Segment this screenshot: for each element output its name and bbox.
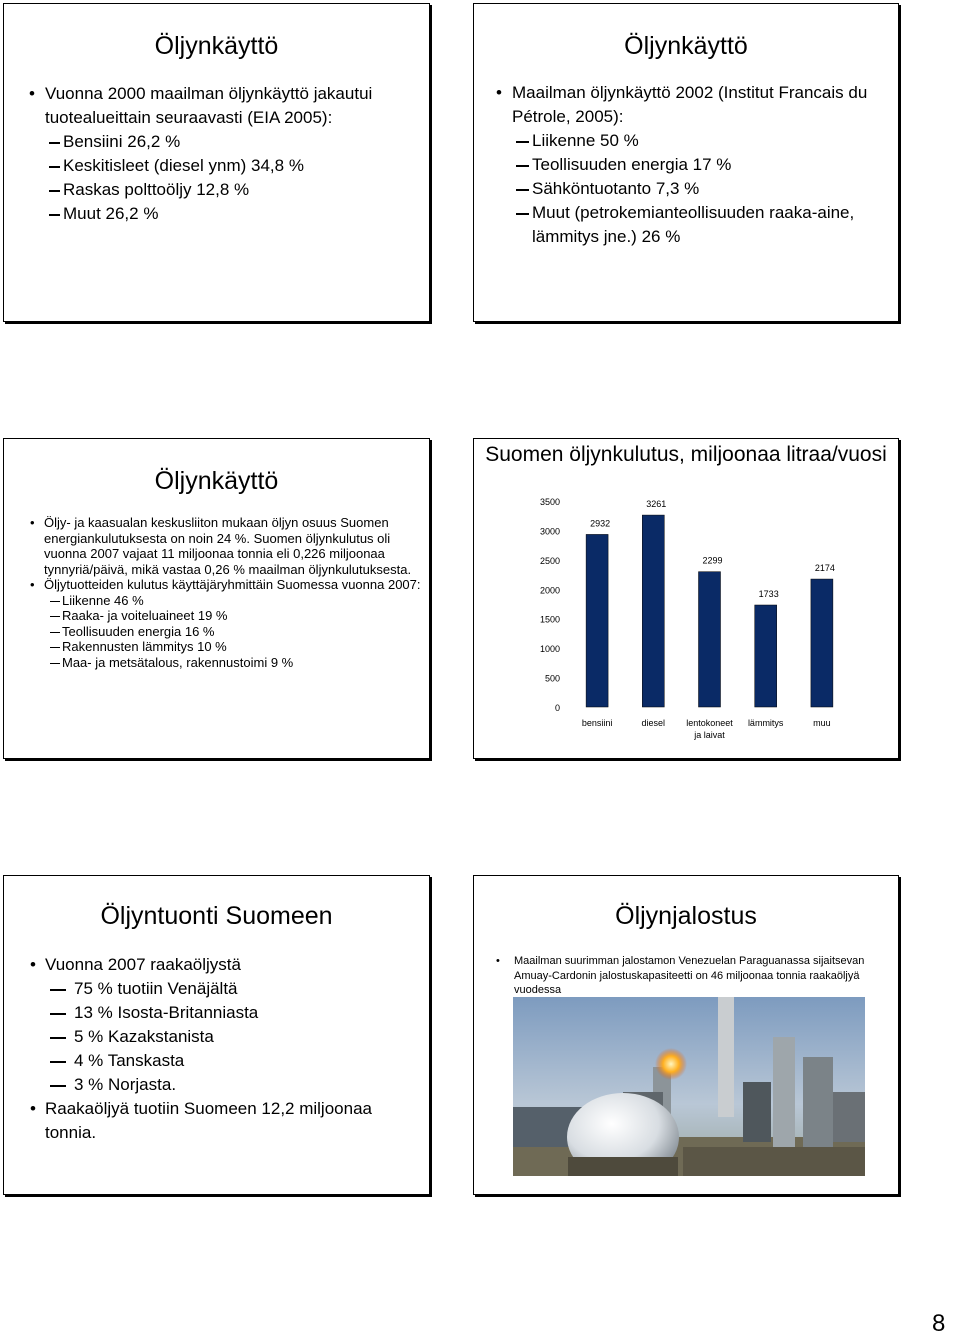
bullet-item: • Maailman öljynkäyttö 2002 (Institut Francais du Pétrole, 2005): xyxy=(492,81,887,129)
data-label: 2174 xyxy=(814,563,835,574)
x-tick-label: muu xyxy=(813,718,831,728)
sub-bullet-item: Teollisuuden energia 17 % xyxy=(492,153,887,177)
data-label: 2932 xyxy=(590,518,611,529)
bar-chart xyxy=(474,439,900,760)
sub-bullet-item: Raaka- ja voiteluaineet 19 % xyxy=(26,608,426,624)
data-label: 1733 xyxy=(758,589,779,600)
bar xyxy=(642,515,664,707)
bar xyxy=(811,579,833,707)
sub-bullet-item: Rakennusten lämmitys 10 % xyxy=(26,639,426,655)
x-tick-label: diesel xyxy=(641,718,666,728)
y-tick-label: 3500 xyxy=(539,497,560,507)
y-tick-label: 2500 xyxy=(539,555,560,566)
x-tick-label: ja laivat xyxy=(694,730,725,740)
slide-title: Öljynjalostus xyxy=(615,902,757,930)
sub-bullet-item: Keskitisleet (diesel ynm) 34,8 % xyxy=(25,154,420,178)
y-tick-label: 1000 xyxy=(539,644,560,655)
sub-bullet-item: Liikenne 50 % xyxy=(492,129,887,153)
sub-bullet-item: Teollisuuden energia 16 % xyxy=(26,624,426,640)
bullet-item: • Vuonna 2007 raakaöljystä xyxy=(26,953,421,977)
sub-bullet-item: Sähköntuotanto 7,3 % xyxy=(492,177,887,201)
bar xyxy=(699,572,721,707)
bullet-list xyxy=(492,954,887,998)
bullet-list xyxy=(26,515,426,670)
bullet-list xyxy=(25,82,420,226)
y-tick-label: 0 xyxy=(554,703,560,713)
slide-oljynjalostus xyxy=(473,875,899,1195)
bullet-list xyxy=(492,81,887,249)
x-tick-label: lentokoneet xyxy=(686,718,733,728)
sub-bullet-item: Liikenne 46 % xyxy=(26,593,426,609)
bullet-item: • Öljy- ja kaasualan keskusliiton mukaan öljyn osuus Suomen energiankulutuksesta on noin 24 %. Suomen öljynkulutus oli vuonna 2007 vajaat 11 miljoonaa tonnia eli 0,226 miljoonaa tynnyriä/päivä, mikä vastaa 0,26 % maailman öljynkulutuksesta. xyxy=(26,515,426,577)
slide-title: Öljynkäyttö xyxy=(624,32,748,60)
page-number: 8 xyxy=(932,1310,946,1337)
y-tick-label: 1500 xyxy=(539,614,560,625)
chart-title: Suomen öljynkulutus, miljoonaa litraa/vuosi xyxy=(485,443,887,466)
sub-bullet-item: Muut (petrokemianteollisuuden raaka-aine, lämmitys jne.) 26 % xyxy=(492,201,887,249)
sub-bullet-item: Maa- ja metsätalous, rakennustoimi 9 % xyxy=(26,655,426,671)
slide-title: Öljynkäyttö xyxy=(154,32,279,60)
sub-bullet-item: 4 % Tanskasta xyxy=(26,1049,421,1073)
sub-bullet-item: 3 % Norjasta. xyxy=(26,1073,421,1097)
slide-oljynkaytto-3 xyxy=(3,438,430,759)
slide-oljynkaytto-1 xyxy=(3,3,430,322)
bar xyxy=(586,534,608,707)
sub-bullet-item: 75 % tuotiin Venäjältä xyxy=(26,977,421,1001)
sub-bullet-item: Raskas polttoöljy 12,8 % xyxy=(25,178,420,202)
sub-bullet-item: Muut 26,2 % xyxy=(25,202,420,226)
slide-chart xyxy=(473,438,899,759)
sub-bullet-item: Bensiini 26,2 % xyxy=(25,130,420,154)
x-tick-label: lämmitys xyxy=(747,718,784,728)
sub-bullet-item: 5 % Kazakstanista xyxy=(26,1025,421,1049)
bullet-item: • Öljytuotteiden kulutus käyttäjäryhmittäin Suomessa vuonna 2007: xyxy=(26,577,426,593)
data-label: 2299 xyxy=(702,555,723,566)
slide-title: Öljyntuonti Suomeen xyxy=(100,902,333,930)
bullet-list xyxy=(26,953,421,1145)
bullet-item: • Vuonna 2000 maailman öljynkäyttö jakautui tuotealueittain seuraavasti (EIA 2005): xyxy=(25,82,420,130)
y-tick-label: 2000 xyxy=(539,585,560,596)
slide-oljynkaytto-2 xyxy=(473,3,899,322)
y-tick-label: 500 xyxy=(544,673,560,684)
bullet-item: • Raakaöljyä tuotiin Suomeen 12,2 miljoonaa tonnia. xyxy=(26,1097,421,1145)
slide-oljyntuonti xyxy=(3,875,430,1195)
bullet-item: • Maailman suurimman jalostamon Venezuelan Paraguanassa sijaitsevan Amuay-Cardonin jalostuskapasiteetti on 46 miljoonaa tonnia raakaöljyä vuodessa xyxy=(492,954,887,998)
y-tick-label: 3000 xyxy=(539,526,560,537)
bar xyxy=(755,605,777,707)
sub-bullet-item: 13 % Isosta-Britanniasta xyxy=(26,1001,421,1025)
refinery-photo xyxy=(513,997,865,1176)
data-label: 3261 xyxy=(646,499,667,510)
slide-title: Öljynkäyttö xyxy=(154,467,279,495)
x-tick-label: bensiini xyxy=(581,718,613,728)
